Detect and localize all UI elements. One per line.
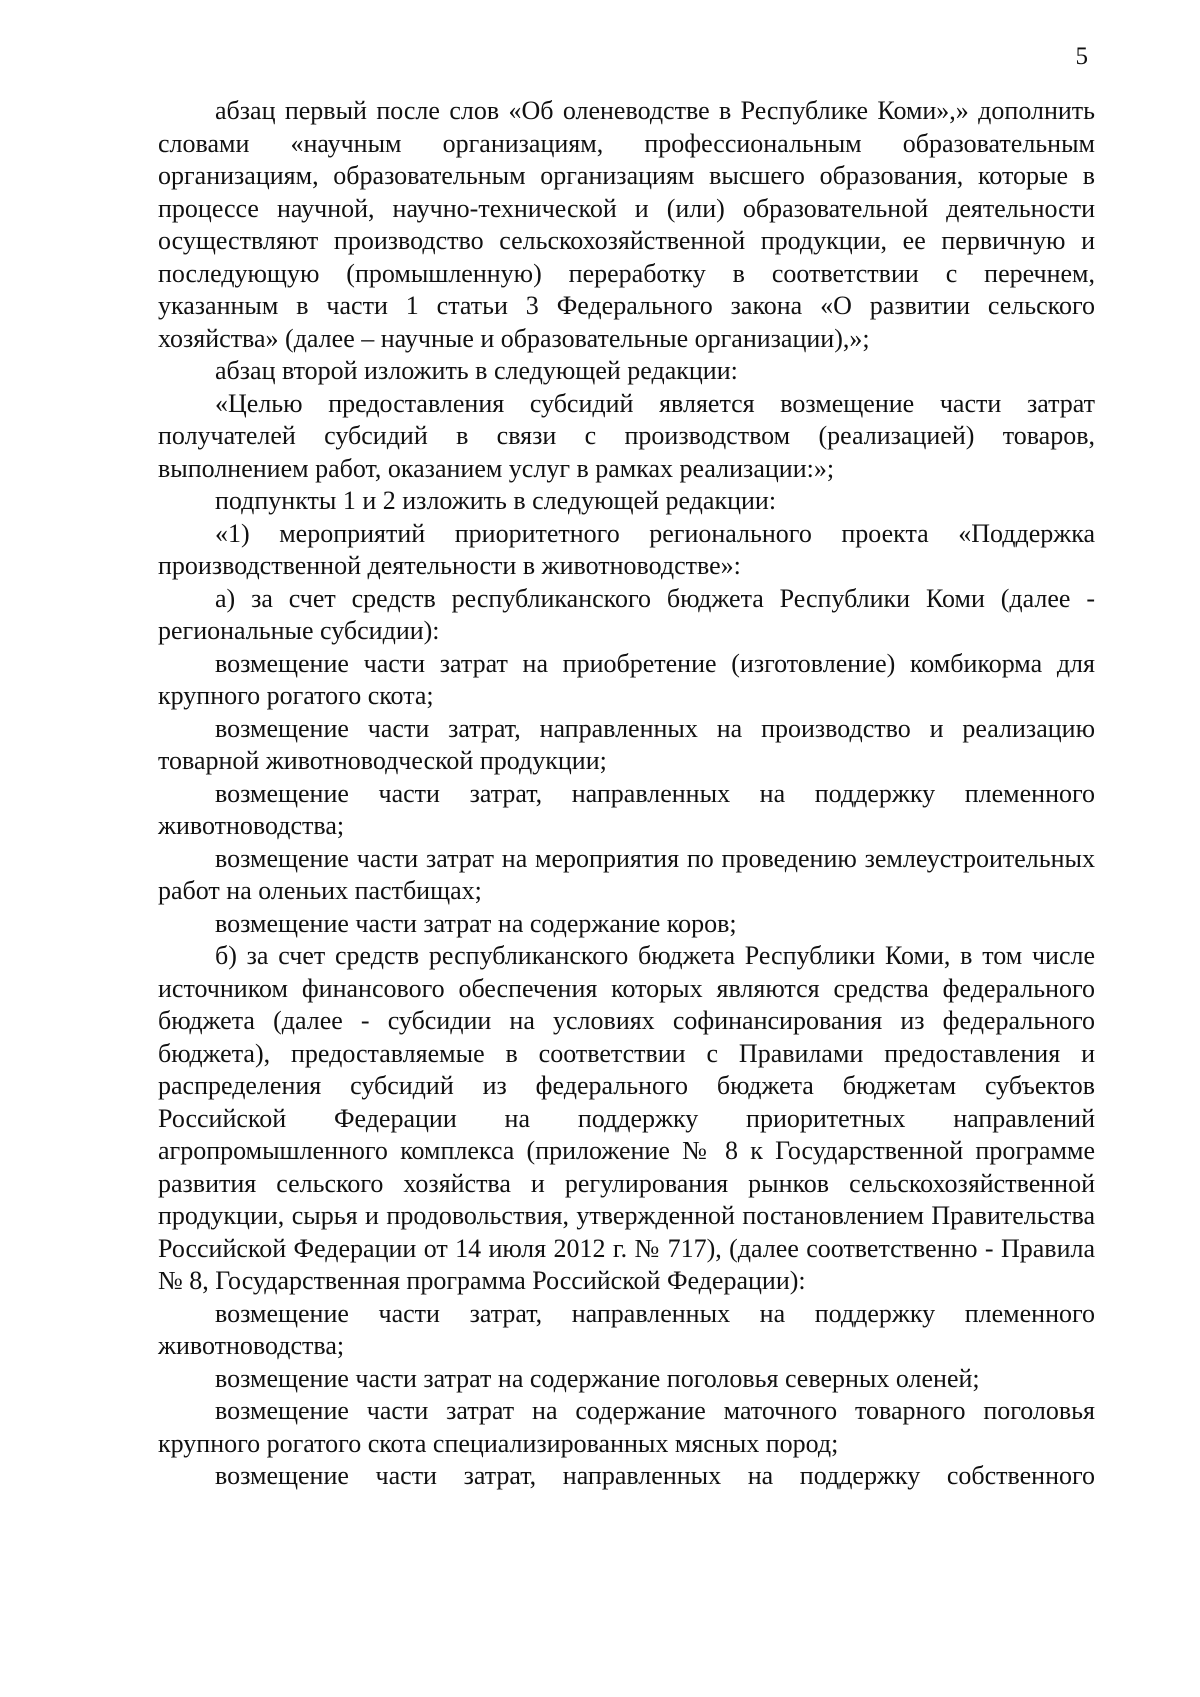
paragraph: возмещение части затрат на содержание поголовья северных оленей; (215, 1363, 980, 1393)
paragraph: а) за счет средств республиканского бюджета Республики Коми (далее - региональные субсидии): (158, 583, 1095, 645)
paragraph: возмещение части затрат, направленных на производство и реализацию товарной животноводческой продукции; (158, 713, 1095, 775)
paragraph: «1) мероприятий приоритетного регионального проекта «Поддержка производственной деятельности в животноводстве»: (158, 518, 1095, 580)
paragraph: б) за счет средств республиканского бюджета Республики Коми, в том числе источником финансового обеспечения которых являются средства федерального бюджета (далее - субсидии на условиях софинансирования из федерального бюджета), предоставляемые в соответствии с Правилами предоставления и распределения субсидий из федерального бюджета бюджетам субъектов Российской Федерации на поддержку приоритетных направлений агропромышленного комплекса (приложение № 8 к Государственной программе развития сельского хозяйства и регулирования рынков сельскохозяйственной продукции, сырья и продовольствия, утвержденной постановлением Правительства Российской Федерации от 14 июля 2012 г. № 717), (далее соответственно - Правила № 8, Государственная программа Российской Федерации): (158, 941, 1095, 1295)
paragraph: «Целью предоставления субсидий является возмещение части затрат получателей субсидий в связи с производством (реализацией) товаров, выполнением работ, оказанием услуг в рамках реализации:»; (158, 388, 1095, 483)
paragraph: возмещение части затрат, направленных на поддержку собственного (215, 1461, 1095, 1490)
document-body (158, 95, 1095, 1493)
paragraph: возмещение части затрат, направленных на поддержку племенного животноводства; (158, 1298, 1095, 1360)
paragraph: возмещение части затрат, направленных на поддержку племенного животноводства; (158, 778, 1095, 840)
paragraph: возмещение части затрат на содержание маточного товарного поголовья крупного рогатого скота специализированных мясных пород; (158, 1396, 1095, 1458)
page-number: 5 (1075, 43, 1088, 70)
paragraph: подпункты 1 и 2 изложить в следующей редакции: (215, 486, 777, 515)
paragraph: абзац первый после слов «Об оленеводстве в Республике Коми»,» дополнить словами «научным организациям, профессиональным образовательным организациям, образовательным организациям высшего образования, которые в процессе научной, научно-технической и (или) образовательной деятельности осуществляют производство сельскохозяйственной продукции, ее первичную и последующую (промышленную) переработку в соответствии с перечнем, указанным в части 1 статьи 3 Федерального закона «О развитии сельского хозяйства» (далее – научные и образовательные организации),»; (158, 96, 1095, 353)
paragraph: возмещение части затрат на приобретение (изготовление) комбикорма для крупного рогатого скота; (158, 648, 1095, 710)
paragraph: возмещение части затрат на содержание коров; (215, 908, 737, 938)
paragraph: абзац второй изложить в следующей редакции: (215, 356, 738, 385)
paragraph: возмещение части затрат на мероприятия по проведению землеустроительных работ на оленьих пастбищах; (158, 843, 1095, 905)
